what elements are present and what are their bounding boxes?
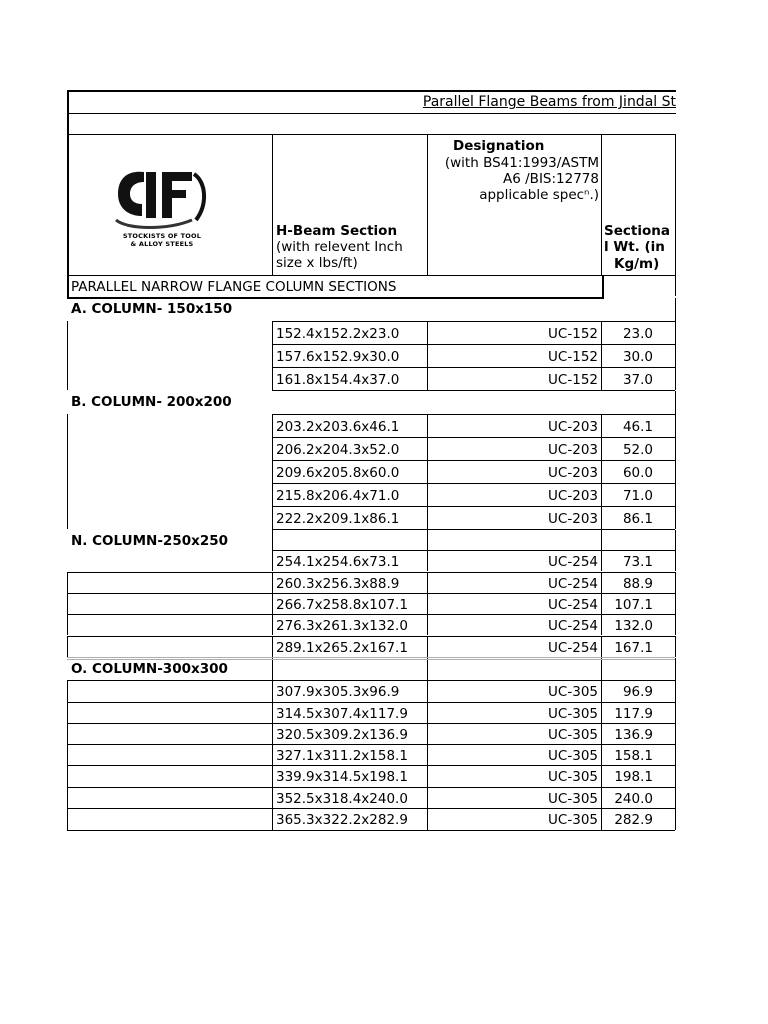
- logo-text: & ALLOY STEELS: [130, 240, 194, 248]
- rule: [272, 530, 273, 550]
- cell-section: 209.6x205.8x60.0: [276, 464, 400, 481]
- cell-section: 254.1x254.6x73.1: [276, 553, 400, 570]
- rule: [67, 90, 69, 299]
- cell-weight: 60.0: [622, 464, 653, 481]
- rule: [272, 390, 675, 391]
- rule: [272, 483, 273, 506]
- rule: [272, 572, 273, 593]
- cell-section: 152.4x152.2x23.0: [276, 325, 400, 342]
- rule: [67, 572, 68, 593]
- column-header-weight: Sectiona: [604, 223, 670, 239]
- rule: [67, 723, 68, 745]
- rule: [67, 636, 675, 637]
- rule: [67, 636, 68, 657]
- rule: [272, 787, 273, 809]
- rule: [675, 460, 676, 483]
- rule: [67, 460, 68, 483]
- cell-designation: UC-254: [548, 553, 598, 570]
- rule: [67, 808, 675, 809]
- cell-section: 206.2x204.3x52.0: [276, 441, 400, 458]
- rule: [67, 702, 68, 724]
- cell-weight: 282.9: [614, 812, 653, 828]
- column-header-hbeam: H-Beam Section: [276, 223, 398, 239]
- column-header-hbeam-note: (with relevent Inch: [276, 239, 403, 255]
- rule: [67, 657, 675, 658]
- rule: [675, 530, 676, 550]
- rule: [67, 744, 675, 745]
- rule: [67, 113, 676, 114]
- column-header-designation: Designation: [453, 138, 545, 154]
- rule: [675, 680, 676, 702]
- group-label: N. COLUMN-250x250: [71, 533, 228, 549]
- rule: [427, 134, 428, 276]
- rule: [67, 367, 68, 390]
- rule: [67, 659, 675, 660]
- column-header-weight: l Wt. (in: [604, 239, 665, 255]
- cell-weight: 158.1: [614, 748, 653, 764]
- cell-weight: 198.1: [614, 769, 653, 785]
- rule: [272, 437, 675, 438]
- cell-designation: UC-203: [548, 418, 598, 435]
- cell-weight: 96.9: [622, 684, 653, 700]
- cell-section: 161.8x154.4x37.0: [276, 371, 400, 388]
- cell-weight: 37.0: [622, 371, 653, 388]
- rule: [675, 702, 676, 724]
- rule: [272, 134, 273, 276]
- rule: [272, 367, 675, 368]
- rule: [67, 614, 675, 615]
- cell-weight: 73.1: [622, 553, 653, 570]
- cell-designation: UC-305: [548, 706, 598, 722]
- group-label: A. COLUMN- 150x150: [71, 301, 233, 317]
- cell-weight: 46.1: [622, 418, 653, 435]
- cell-weight: 86.1: [622, 510, 653, 527]
- section-heading: PARALLEL NARROW FLANGE COLUMN SECTIONS: [71, 279, 397, 295]
- rule: [67, 593, 68, 614]
- rule: [272, 344, 675, 345]
- cell-designation: UC-305: [548, 812, 598, 828]
- cell-designation: UC-305: [548, 748, 598, 764]
- cell-weight: 107.1: [614, 596, 653, 613]
- rule: [272, 437, 273, 460]
- rule: [67, 808, 68, 830]
- cell-designation: UC-203: [548, 487, 598, 504]
- cell-weight: 52.0: [622, 441, 653, 458]
- cell-weight: 88.9: [622, 575, 653, 592]
- rule: [67, 614, 68, 635]
- company-logo: [108, 164, 214, 258]
- rule: [272, 344, 273, 367]
- cell-designation: UC-203: [548, 464, 598, 481]
- rule: [67, 787, 675, 788]
- rule: [67, 414, 68, 437]
- rule: [67, 134, 676, 135]
- rule: [601, 530, 602, 550]
- rule: [272, 744, 273, 766]
- rule: [272, 723, 273, 745]
- rule: [272, 680, 273, 702]
- cell-designation: UC-152: [548, 325, 598, 342]
- rule: [272, 321, 273, 344]
- logo-text: STOCKISTS OF TOOL: [122, 232, 202, 240]
- rule: [272, 506, 675, 507]
- rule: [67, 765, 675, 766]
- rule: [67, 680, 675, 681]
- rule: [67, 506, 68, 529]
- cell-section: 222.2x209.1x86.1: [276, 510, 400, 527]
- rule: [67, 572, 675, 573]
- rule: [272, 506, 273, 529]
- column-header-hbeam-note: size x lbs/ft): [276, 255, 358, 271]
- cell-section: 266.7x258.8x107.1: [276, 596, 408, 613]
- rule: [67, 744, 68, 766]
- rule: [67, 321, 68, 344]
- rule: [601, 658, 602, 680]
- cell-designation: UC-305: [548, 769, 598, 785]
- cell-section: 307.9x305.3x96.9: [276, 684, 400, 700]
- rule: [67, 344, 68, 367]
- rule: [67, 437, 68, 460]
- cell-section: 339.9x314.5x198.1: [276, 769, 408, 785]
- cell-designation: UC-305: [548, 684, 598, 700]
- cell-weight: 30.0: [622, 348, 653, 365]
- cell-designation: UC-254: [548, 575, 598, 592]
- cell-weight: 136.9: [614, 727, 653, 743]
- cell-designation: UC-254: [548, 639, 598, 656]
- rule: [675, 658, 676, 680]
- rule: [272, 636, 273, 657]
- rule: [272, 414, 675, 415]
- rule: [675, 744, 676, 766]
- rule: [675, 723, 676, 745]
- cell-weight: 23.0: [622, 325, 653, 342]
- cell-designation: UC-152: [548, 348, 598, 365]
- rule: [67, 680, 68, 702]
- rule: [675, 765, 676, 787]
- rule: [675, 344, 676, 367]
- cell-designation: UC-203: [548, 441, 598, 458]
- rule: [427, 658, 428, 680]
- cell-section: 276.3x261.3x132.0: [276, 617, 408, 634]
- rule: [67, 90, 676, 92]
- cell-designation: UC-305: [548, 727, 598, 743]
- rule: [675, 572, 676, 593]
- group-label: B. COLUMN- 200x200: [71, 394, 232, 410]
- rule: [675, 298, 676, 321]
- rule: [601, 134, 602, 276]
- rule: [272, 529, 675, 530]
- rule: [675, 437, 676, 460]
- rule: [675, 550, 676, 571]
- cell-section: 260.3x256.3x88.9: [276, 575, 400, 592]
- cell-section: 327.1x311.2x158.1: [276, 748, 408, 764]
- rule: [272, 483, 675, 484]
- cell-section: 352.5x318.4x240.0: [276, 791, 408, 807]
- rule: [67, 830, 675, 831]
- rule: [675, 614, 676, 635]
- cell-weight: 117.9: [614, 706, 653, 722]
- column-header-weight: Kg/m): [614, 256, 660, 272]
- sheet-title: Parallel Flange Beams from Jindal St: [422, 94, 676, 110]
- rule: [67, 702, 675, 703]
- cell-section: 289.1x265.2x167.1: [276, 639, 408, 656]
- column-header-designation-note: A6 /BIS:12778: [503, 171, 599, 187]
- rule: [272, 414, 273, 437]
- cell-section: 215.8x206.4x71.0: [276, 487, 400, 504]
- rule: [272, 614, 273, 635]
- rule: [67, 593, 675, 594]
- cell-section: 365.3x322.2x282.9: [276, 812, 408, 828]
- rule: [67, 483, 68, 506]
- cell-weight: 240.0: [614, 791, 653, 807]
- cell-weight: 167.1: [614, 639, 653, 656]
- rule: [272, 550, 273, 571]
- cell-section: 203.2x203.6x46.1: [276, 418, 400, 435]
- rule: [272, 460, 273, 483]
- rule: [67, 723, 675, 724]
- rule: [675, 367, 676, 390]
- rule: [272, 765, 273, 787]
- rule: [427, 530, 428, 550]
- cell-weight: 71.0: [622, 487, 653, 504]
- cell-designation: UC-152: [548, 371, 598, 388]
- rule: [675, 593, 676, 614]
- cell-section: 320.5x309.2x136.9: [276, 727, 408, 743]
- cell-designation: UC-254: [548, 617, 598, 634]
- rule: [675, 321, 676, 344]
- rule: [67, 765, 68, 787]
- column-header-designation-note: (with BS41:1993/ASTM: [444, 155, 599, 171]
- rule: [272, 702, 273, 724]
- rule: [272, 593, 273, 614]
- cell-designation: UC-203: [548, 510, 598, 527]
- rule: [675, 808, 676, 830]
- rule: [675, 506, 676, 529]
- cell-designation: UC-305: [548, 791, 598, 807]
- rule: [272, 460, 675, 461]
- rule: [272, 321, 675, 322]
- rule: [675, 483, 676, 506]
- rule: [675, 636, 676, 657]
- rule: [272, 658, 273, 680]
- cell-designation: UC-254: [548, 596, 598, 613]
- rule: [675, 787, 676, 809]
- group-label: O. COLUMN-300x300: [71, 661, 228, 677]
- rule: [67, 787, 68, 809]
- rule: [675, 134, 676, 296]
- cell-weight: 132.0: [614, 617, 653, 634]
- rule: [675, 414, 676, 437]
- rule: [272, 550, 675, 551]
- rule: [272, 808, 273, 830]
- rule: [675, 391, 676, 414]
- column-header-designation-note: applicable specⁿ.): [479, 187, 599, 203]
- cell-section: 157.6x152.9x30.0: [276, 348, 400, 365]
- rule: [272, 367, 273, 390]
- cell-section: 314.5x307.4x117.9: [276, 706, 408, 722]
